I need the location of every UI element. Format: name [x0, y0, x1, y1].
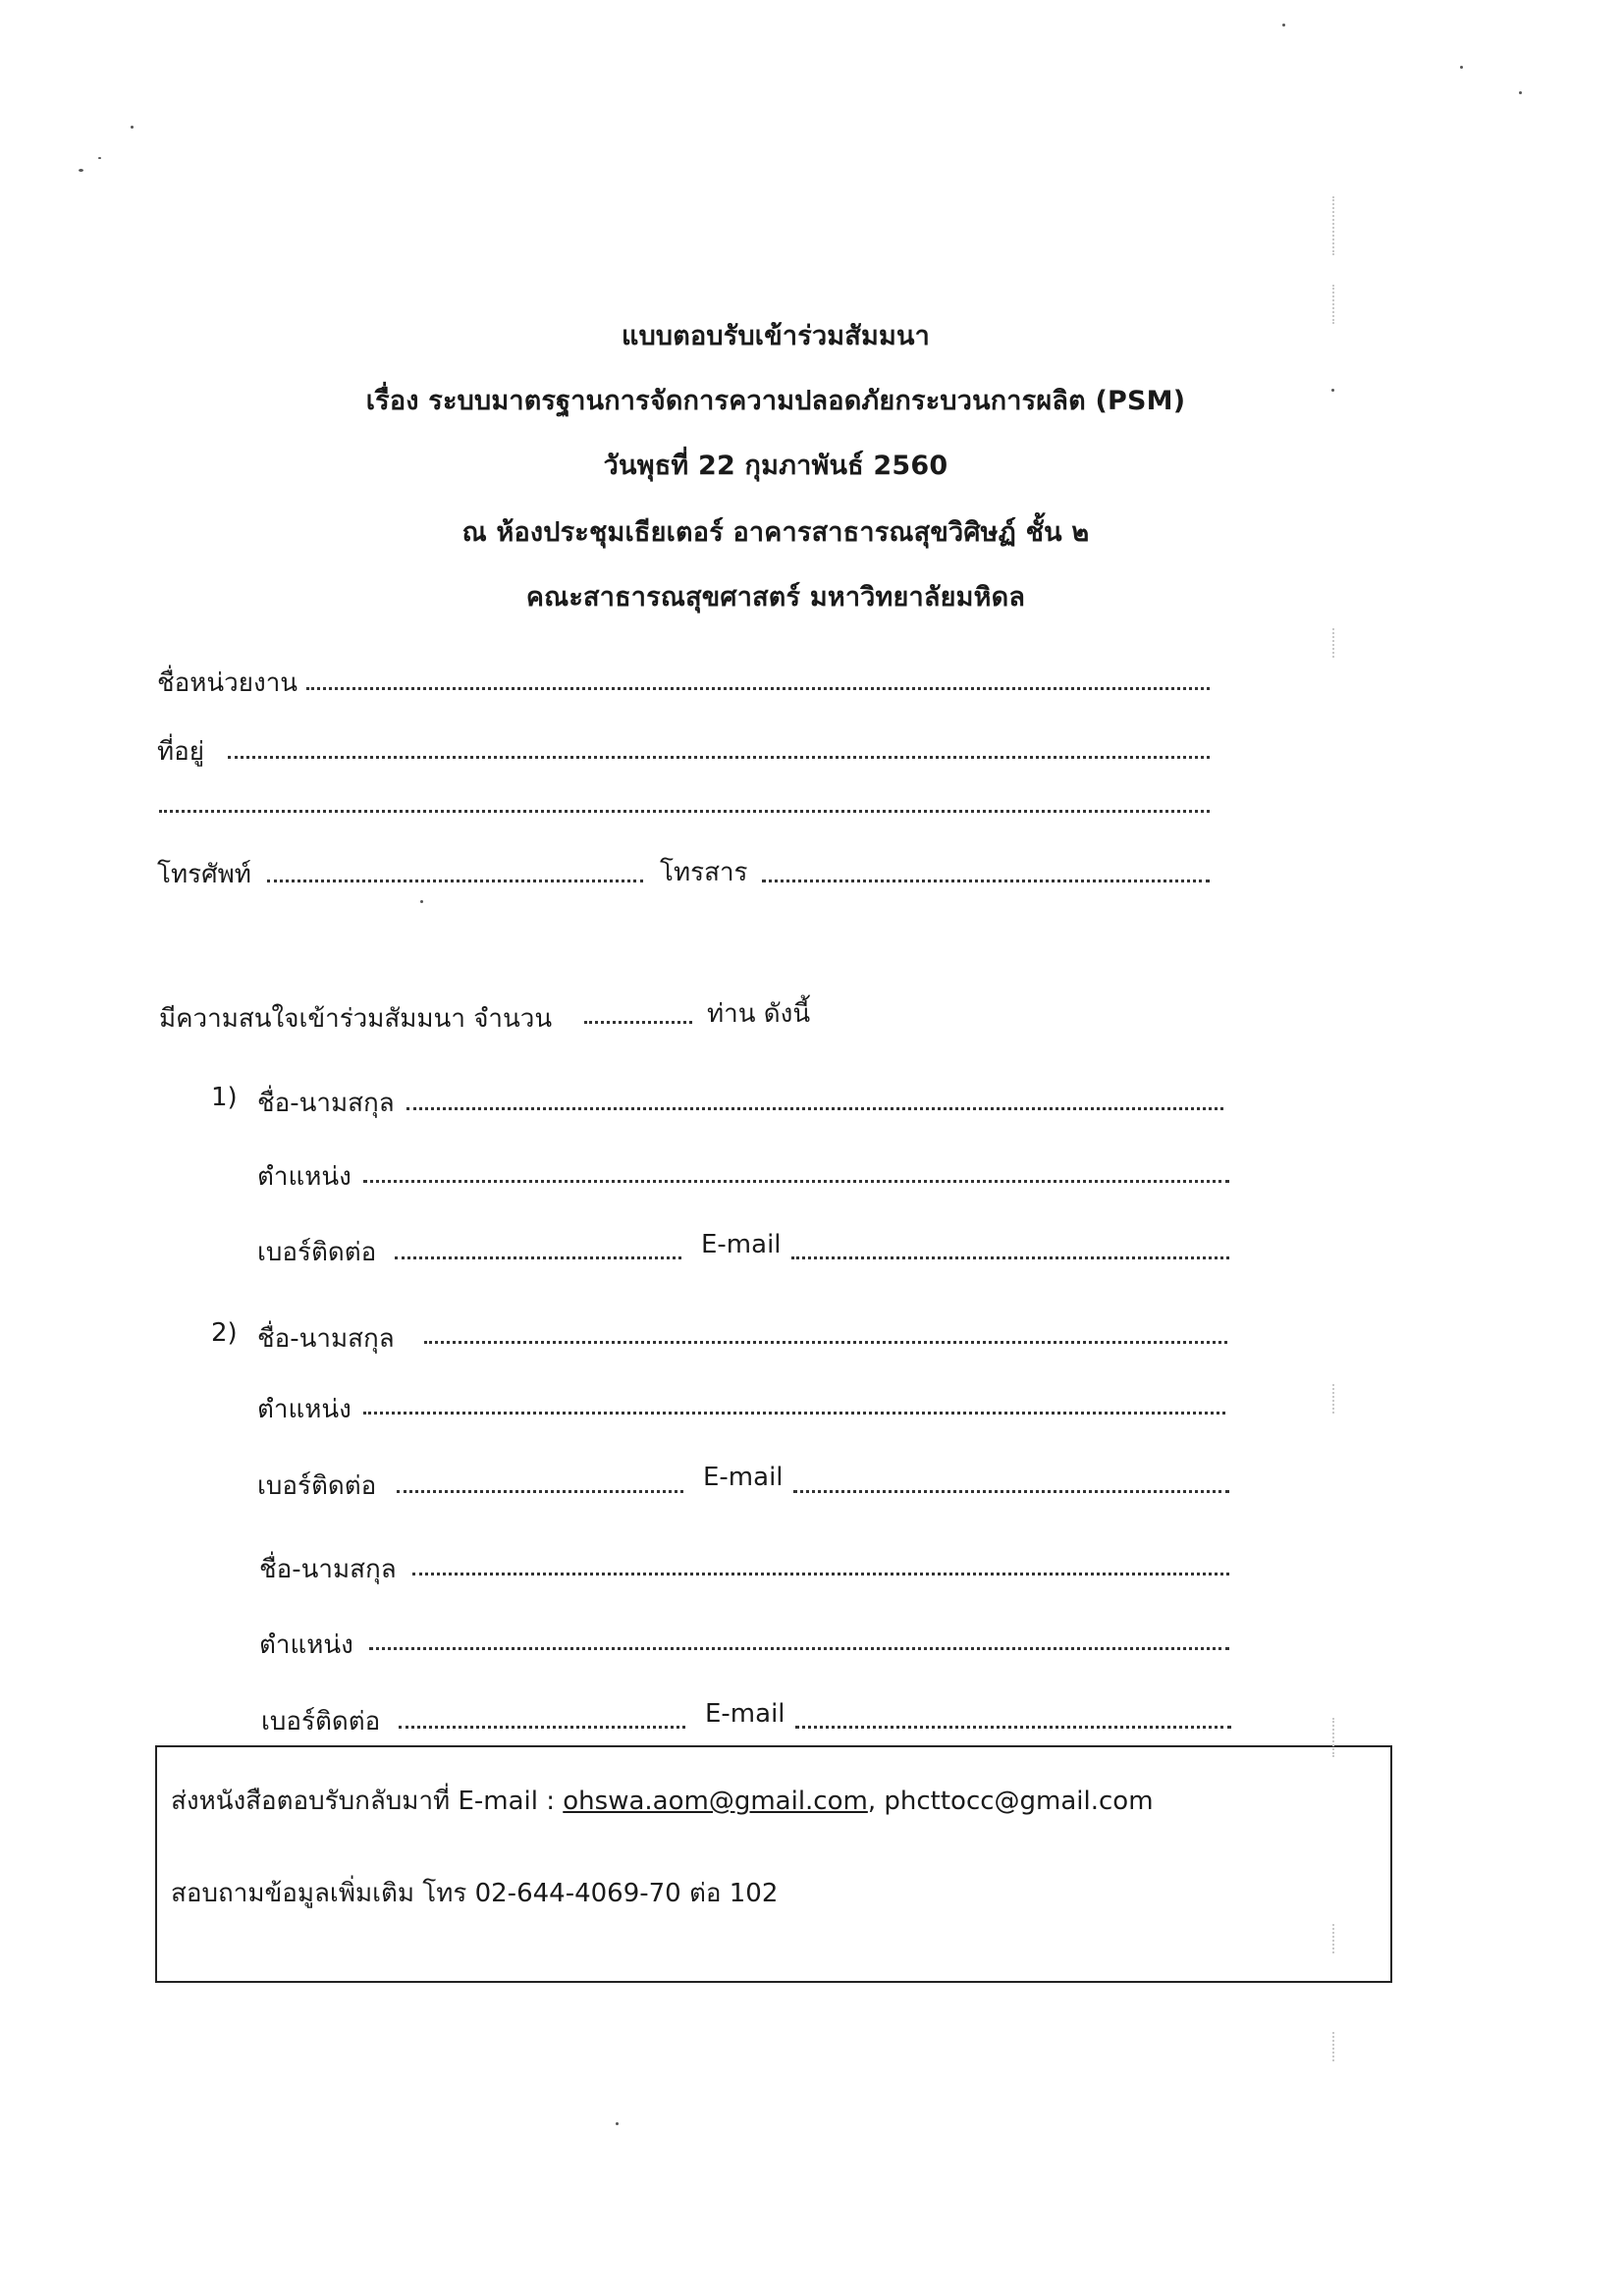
participant-2-email-field[interactable]	[793, 1490, 1229, 1493]
scan-speck	[420, 900, 423, 903]
participant-2-name-field[interactable]	[424, 1341, 1227, 1344]
participant-3-email-label: E-mail	[705, 1699, 785, 1729]
form-title: แบบตอบรับเข้าร่วมสัมมนา	[621, 321, 930, 351]
participant-1-position-label: ตำแหน่ง	[257, 1162, 352, 1192]
email-separator: ,	[867, 1787, 885, 1816]
address-field[interactable]	[228, 756, 1210, 759]
seminar-faculty: คณะสาธารณสุขศาสตร์ มหาวิทยาลัยมหิดล	[525, 582, 1026, 613]
interest-suffix: ท่าน ดังนี้	[707, 999, 811, 1029]
scan-speck	[79, 169, 83, 172]
participant-2-position-label: ตำแหน่ง	[257, 1395, 352, 1424]
scan-speck	[131, 126, 134, 129]
participant-3-phone-label: เบอร์ติดต่อ	[261, 1707, 381, 1736]
participant-3-email-field[interactable]	[795, 1726, 1231, 1729]
org-name-field[interactable]	[306, 687, 1210, 690]
participant-1-phone-field[interactable]	[395, 1256, 681, 1259]
participant-1-email-label: E-mail	[701, 1230, 782, 1259]
scan-edge-mark	[1332, 285, 1334, 324]
participant-2-position-field[interactable]	[363, 1412, 1225, 1415]
participant-1-number: 1)	[211, 1083, 238, 1112]
scan-speck	[1460, 66, 1463, 69]
interest-prefix: มีความสนใจเข้าร่วมสัมมนา จำนวน	[159, 1004, 553, 1034]
fax-label: โทรสาร	[660, 858, 748, 887]
participant-2-number: 2)	[211, 1318, 238, 1348]
participant-1-position-field[interactable]	[363, 1180, 1229, 1183]
seminar-venue: ณ ห้องประชุมเธียเตอร์ อาคารสาธารณสุขวิศิษฏ์ ชั้น ๒	[461, 517, 1090, 548]
participant-3-phone-field[interactable]	[399, 1726, 685, 1729]
phone-field[interactable]	[267, 880, 643, 882]
fax-field[interactable]	[762, 880, 1210, 882]
participant-1-phone-label: เบอร์ติดต่อ	[257, 1238, 377, 1267]
attendee-count-field[interactable]	[584, 1021, 692, 1024]
email-link-ohswa[interactable]: ohswa.aom@gmail.com	[563, 1787, 868, 1816]
scan-edge-mark	[1332, 1924, 1334, 1953]
phone-label: โทรศัพท์	[157, 860, 251, 889]
email-phcttocc[interactable]: phcttocc@gmail.com	[884, 1787, 1154, 1816]
address-field-line2[interactable]	[159, 810, 1210, 813]
participant-2-phone-label: เบอร์ติดต่อ	[257, 1471, 377, 1501]
scan-edge-mark	[1332, 628, 1334, 658]
scan-edge-mark	[1332, 196, 1334, 255]
scan-speck	[616, 2122, 619, 2125]
participant-2-name-label: ชื่อ-นามสกุล	[257, 1324, 395, 1354]
scan-edge-mark	[1332, 2032, 1334, 2061]
address-label: ที่อยู่	[157, 737, 204, 767]
org-name-label: ชื่อหน่วยงาน	[157, 668, 298, 698]
send-instruction-text: ส่งหนังสือตอบรับกลับมาที่ E-mail :	[171, 1787, 564, 1816]
scan-speck	[98, 157, 101, 159]
scan-speck	[1282, 24, 1285, 27]
scan-edge-mark	[1332, 1384, 1334, 1414]
scan-speck	[1331, 389, 1334, 392]
contact-info-box	[155, 1745, 1392, 1983]
participant-1-name-label: ชื่อ-นามสกุล	[257, 1089, 395, 1118]
inquiry-info: สอบถามข้อมูลเพิ่มเติม โทร 02-644-4069-70 ต่อ 102	[171, 1879, 779, 1908]
scan-edge-mark	[1332, 1718, 1334, 1757]
participant-3-name-label: ชื่อ-นามสกุล	[259, 1555, 397, 1584]
participant-2-phone-field[interactable]	[397, 1490, 683, 1493]
participant-1-email-field[interactable]	[791, 1256, 1229, 1259]
participant-2-email-label: E-mail	[703, 1463, 784, 1492]
participant-1-name-field[interactable]	[406, 1107, 1223, 1110]
participant-3-name-field[interactable]	[412, 1573, 1229, 1575]
seminar-date: วันพุธที่ 22 กุมภาพันธ์ 2560	[603, 451, 948, 481]
participant-3-position-field[interactable]	[369, 1647, 1229, 1650]
participant-3-position-label: ตำแหน่ง	[259, 1630, 353, 1660]
seminar-topic: เรื่อง ระบบมาตรฐานการจัดการความปลอดภัยกระบวนการผลิต (PSM)	[365, 386, 1186, 416]
scan-speck	[1519, 91, 1522, 94]
send-instruction	[171, 1781, 1154, 1821]
